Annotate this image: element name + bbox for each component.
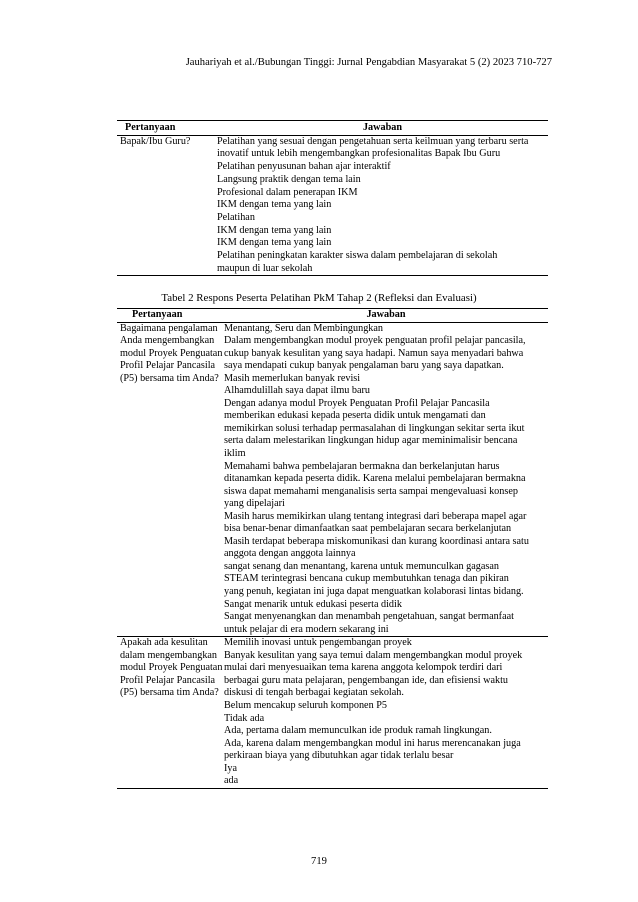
answer-line: Masih memerlukan banyak revisi xyxy=(224,372,361,384)
answer-line: siswa dapat memahami menganalisis serta sampai mengevaluasi konsep xyxy=(224,485,518,497)
answer-cell xyxy=(224,637,548,789)
table-1 xyxy=(117,120,548,276)
answer-line: bisa benar-benar dimanfaatkan saat pembelajaran secara berkelanjutan xyxy=(224,523,512,535)
answer-line: Masih terdapat beberapa miskomunikasi dan kurang koordinasi antara satu xyxy=(224,535,529,547)
answer-line: inovatif untuk lebih mengembangkan profesionalitas Bapak Ibu Guru xyxy=(217,148,501,160)
table-2-header-row xyxy=(117,309,548,323)
answer-line: Belum mencakup seluruh komponen P5 xyxy=(224,699,387,711)
answer-line: ada xyxy=(224,775,239,787)
answer-line: Menantang, Seru dan Membingungkan xyxy=(224,322,384,334)
answer-line: yang penuh, kegiatan ini juga dapat menguatkan kolaborasi lintas bidang. xyxy=(224,586,524,598)
answer-line: cukup banyak kesulitan yang saya hadapi. Namun saya menyadari bahwa xyxy=(224,347,524,359)
table-row xyxy=(117,637,548,789)
answer-line: IKM dengan tema yang lain xyxy=(217,237,332,249)
table-2-caption: Tabel 2 Respons Peserta Pelatihan PkM Tahap 2 (Refleksi dan Evaluasi) xyxy=(161,292,477,304)
page-number: 719 xyxy=(311,856,327,867)
answer-line: yang dipelajari xyxy=(224,498,285,510)
answer-line: Ada, pertama dalam memunculkan ide produk ramah lingkungan. xyxy=(224,725,492,737)
answer-line: serta dalam melestarikan lingkungan hidup agar meminimalisir bencana xyxy=(224,435,518,447)
answer-line: IKM dengan tema yang lain xyxy=(217,224,332,236)
table-1-header-question: Pertanyaan xyxy=(117,121,217,136)
answer-line: ditanamkan kepada peserta didik. Karena melalui pembelajaran bermakna xyxy=(224,473,526,485)
answer-line: anggota dengan anggota lainnya xyxy=(224,548,356,560)
answer-line: Tidak ada xyxy=(224,712,265,724)
answer-line: Ada, karena dalam mengembangkan modul ini harus merencanakan juga xyxy=(224,737,521,749)
answer-line: Iya xyxy=(224,762,238,774)
answer-line: maupun di luar sekolah xyxy=(217,262,313,274)
answer-line: Langsung praktik dengan tema lain xyxy=(217,173,361,185)
running-header: Jauhariyah et al./Bubungan Tinggi: Jurnal Pengabdian Masyarakat 5 (2) 2023 710-727 xyxy=(185,57,552,68)
answer-line: memikirkan solusi terhadap permasalahan di lingkungan sekitar serta ikut xyxy=(224,422,525,434)
answer-line: diskusi di tengah berbagai kegiatan sekolah. xyxy=(224,687,404,699)
answer-line: Pelatihan penyusunan bahan ajar interaktif xyxy=(217,161,391,173)
table-2-header-question: Pertanyaan xyxy=(117,309,224,323)
answer-line: Pelatihan xyxy=(217,211,255,223)
question-cell: Bagaimana pengalaman Anda mengembangkan modul Proyek Penguatan Profil Pelajar Pancasila (P5) bersama tim Anda? xyxy=(117,322,224,637)
answer-line: Sangat menyenangkan dan menambah pengetahuan, sangat bermanfaat xyxy=(224,611,514,623)
answer-line: iklim xyxy=(224,448,246,460)
answer-line: memberikan edukasi kepada peserta didik untuk mengamati dan xyxy=(224,410,486,422)
table-row xyxy=(117,322,548,637)
answer-line: Dalam mengembangkan modul proyek penguatan profil pelajar pancasila, xyxy=(224,335,526,347)
answer-line: perkiraan biaya yang dibutuhkan agar tidak terlalu besar xyxy=(224,750,454,762)
answer-line: Dengan adanya modul Proyek Penguatan Profil Pelajar Pancasila xyxy=(224,397,490,409)
table-1-header-row xyxy=(117,121,548,136)
table-2 xyxy=(117,308,548,789)
answer-line: Pelatihan yang sesuai dengan pengetahuan serta keilmuan yang terbaru serta xyxy=(217,135,529,147)
answer-line: untuk pelajar di era modern sekarang ini xyxy=(224,623,389,635)
answer-cell xyxy=(224,322,548,637)
answer-line: Pelatihan peningkatan karakter siswa dalam pembelajaran di sekolah xyxy=(217,250,498,262)
answer-line: saya mendapati cukup banyak pengalaman baru yang saya dapatkan. xyxy=(224,360,504,372)
question-cell: Apakah ada kesulitan dalam mengembangkan modul Proyek Penguatan Profil Pelajar Pancasila (P5) bersama tim Anda? xyxy=(117,637,224,789)
answer-line: Banyak kesulitan yang saya temui dalam mengembangkan modul proyek xyxy=(224,649,523,661)
answer-line: Sangat menarik untuk edukasi peserta didik xyxy=(224,598,402,610)
table-1-header-answer: Jawaban xyxy=(217,121,548,136)
answer-line: Profesional dalam penerapan IKM xyxy=(217,186,358,198)
answer-line: berbagai guru mata pelajaran, pengembangan ide, dan efisiensi waktu xyxy=(224,674,509,686)
question-cell: Bapak/Ibu Guru? xyxy=(117,135,217,276)
answer-line: Memilih inovasi untuk pengembangan proyek xyxy=(224,637,412,649)
answer-cell xyxy=(217,135,548,276)
answer-line: mulai dari menyesuaikan tema karena anggota kelompok terdiri dari xyxy=(224,662,503,674)
answer-line: sangat senang dan menantang, karena untuk memunculkan gagasan xyxy=(224,560,499,572)
answer-line: Memahami bahwa pembelajaran bermakna dan berkelanjutan harus xyxy=(224,460,500,472)
answer-line: STEAM terintegrasi bencana cukup membutuhkan tenaga dan pikiran xyxy=(224,573,509,585)
answer-line: Alhamdulillah saya dapat ilmu baru xyxy=(224,385,370,397)
answer-line: Masih harus memikirkan ulang tentang integrasi dari beberapa mapel agar xyxy=(224,510,527,522)
table-2-header-answer: Jawaban xyxy=(224,309,548,323)
answer-line: IKM dengan tema yang lain xyxy=(217,199,332,211)
table-row xyxy=(117,135,548,276)
